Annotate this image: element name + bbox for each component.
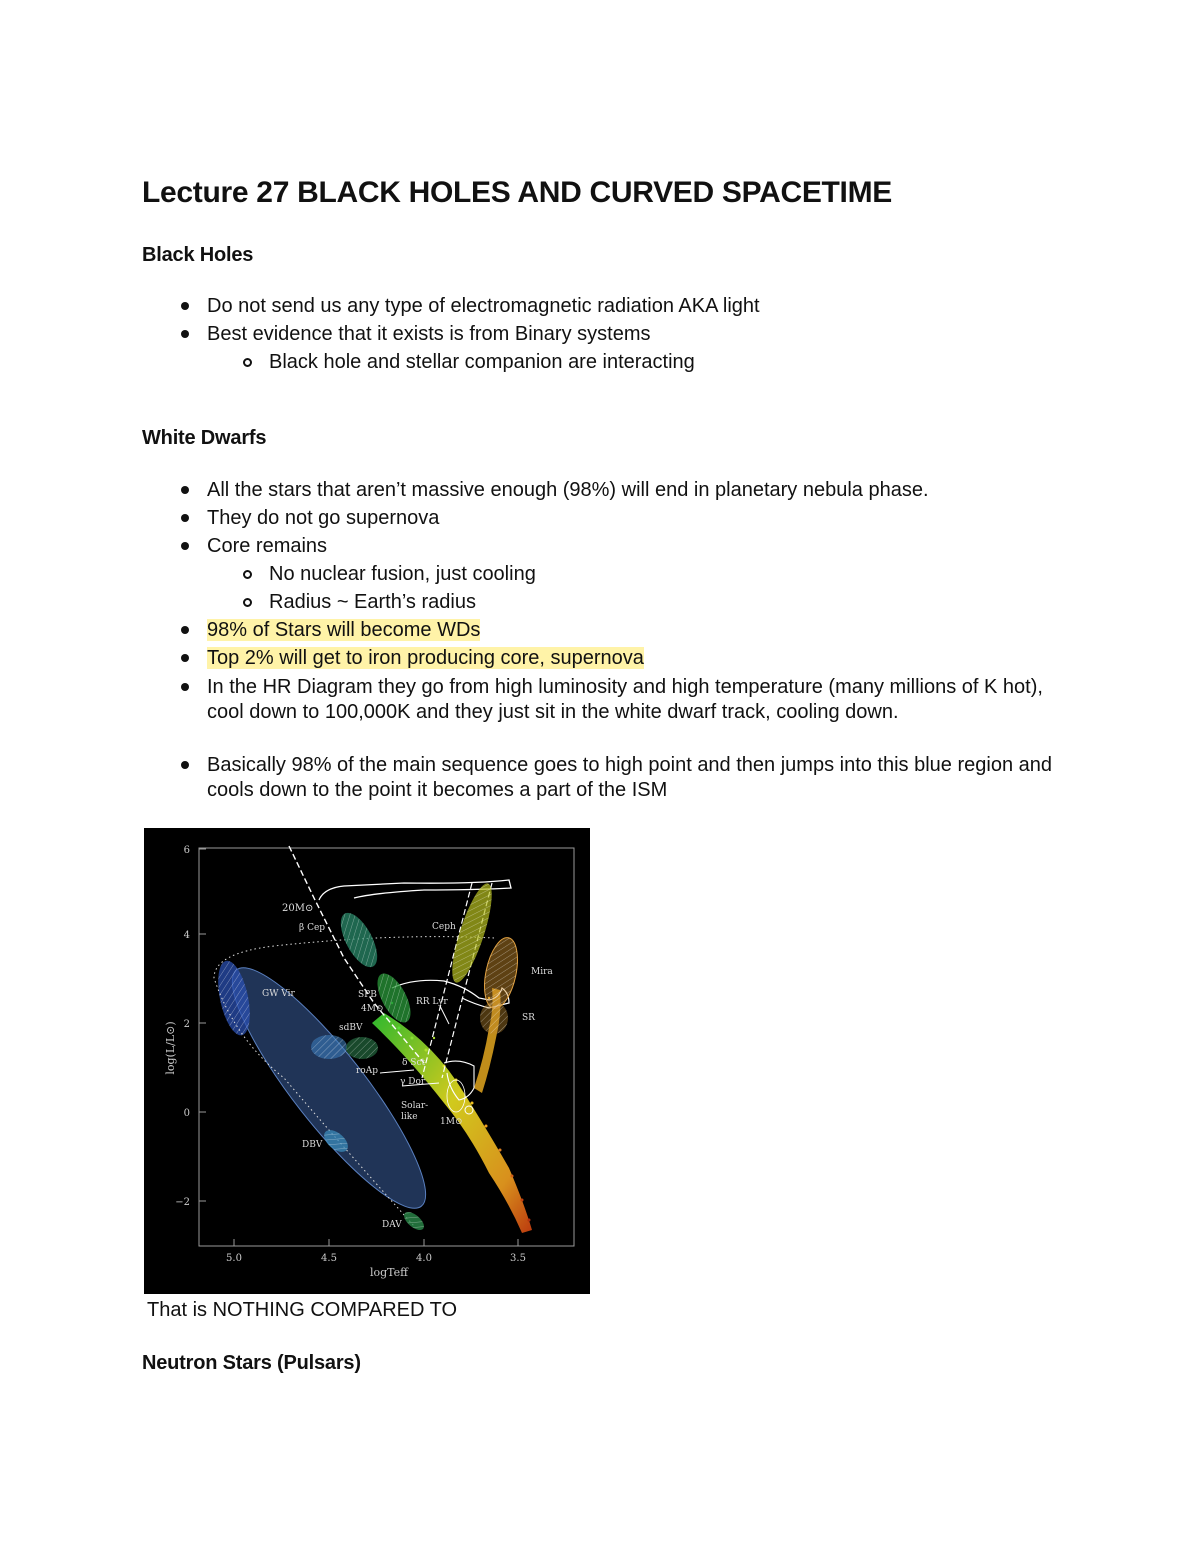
label-solar-like-2: like bbox=[401, 1112, 418, 1122]
bullet-icon bbox=[181, 683, 189, 691]
label-gamma-dor: γ Dor bbox=[400, 1077, 426, 1087]
bullet-icon bbox=[181, 654, 189, 662]
label-beta-cep: β Cep bbox=[299, 923, 326, 933]
bullet-icon bbox=[181, 761, 189, 769]
section-heading-white-dwarfs: White Dwarfs bbox=[142, 427, 267, 449]
x-tick-label: 3.5 bbox=[510, 1253, 526, 1264]
bullet-icon bbox=[181, 330, 189, 338]
y-tick-label: 6 bbox=[183, 845, 190, 856]
y-tick-label: −2 bbox=[175, 1197, 190, 1208]
x-tick-label: 5.0 bbox=[226, 1253, 242, 1264]
sub-list-item: Black hole and stellar companion are interacting bbox=[269, 351, 695, 373]
x-axis-label: logTeff bbox=[370, 1266, 408, 1279]
x-tick-label: 4.5 bbox=[321, 1253, 337, 1264]
bullet-icon bbox=[181, 514, 189, 522]
label-mira: Mira bbox=[531, 967, 553, 977]
label-spb: SPB bbox=[358, 990, 377, 1000]
label-delta-sct: δ Sct bbox=[402, 1058, 426, 1068]
figure-caption: That is NOTHING COMPARED TO bbox=[147, 1299, 458, 1321]
y-tick-label: 2 bbox=[183, 1019, 190, 1030]
sub-list-item: No nuclear fusion, just cooling bbox=[269, 563, 536, 585]
sub-bullet-icon bbox=[243, 570, 252, 579]
list-item: Basically 98% of the main sequence goes to high point and then jumps into this blue region and cools down to the point it becomes a part of the ISM bbox=[207, 754, 1052, 801]
label-sr: SR bbox=[522, 1013, 535, 1023]
list-item-highlighted bbox=[207, 646, 1057, 671]
y-tick-label: 4 bbox=[183, 930, 190, 941]
label-roap: roAp bbox=[356, 1066, 378, 1076]
page-title: Lecture 27 BLACK HOLES AND CURVED SPACETIME bbox=[142, 176, 892, 209]
bullet-icon bbox=[181, 542, 189, 550]
label-4msun: 4M⊙ bbox=[361, 1004, 384, 1014]
label-rr-lyr: RR Lyr bbox=[416, 997, 448, 1007]
list-item: Best evidence that it exists is from Binary systems bbox=[207, 323, 651, 345]
bullet-icon bbox=[181, 302, 189, 310]
list-item: Do not send us any type of electromagnetic radiation AKA light bbox=[207, 295, 760, 317]
highlight-text: Top 2% will get to iron producing core, supernova bbox=[207, 647, 644, 669]
list-item: They do not go supernova bbox=[207, 507, 440, 529]
label-dav: DAV bbox=[382, 1220, 402, 1230]
highlight-text: 98% of Stars will become WDs bbox=[207, 619, 481, 641]
sub-bullet-icon bbox=[243, 598, 252, 607]
x-tick-label: 4.0 bbox=[416, 1253, 432, 1264]
list-item: In the HR Diagram they go from high luminosity and high temperature (many millions of K hot), cool down to 100,000K and they just sit in the white dwarf track, cooling down. bbox=[207, 676, 1043, 723]
sub-bullet-icon bbox=[243, 358, 252, 367]
y-axis-label: log(L/L⊙) bbox=[164, 1021, 177, 1075]
bullet-icon bbox=[181, 626, 189, 634]
label-solar-like: Solar- bbox=[401, 1101, 429, 1111]
list-item-highlighted bbox=[207, 618, 1057, 643]
label-1msun: 1M⊙ bbox=[440, 1117, 463, 1127]
sub-list-item: Radius ~ Earth’s radius bbox=[269, 591, 476, 613]
hr-diagram-figure bbox=[144, 828, 590, 1294]
hr-diagram bbox=[144, 828, 590, 1294]
label-ceph: Ceph bbox=[432, 922, 456, 932]
y-tick-label: 0 bbox=[183, 1108, 190, 1119]
list-item: Core remains bbox=[207, 535, 328, 557]
label-sdbv: sdBV bbox=[339, 1023, 363, 1033]
label-gw-vir: GW Vir bbox=[262, 989, 295, 999]
list-item: All the stars that aren’t massive enough (98%) will end in planetary nebula phase. bbox=[207, 479, 929, 501]
section-heading-neutron-stars: Neutron Stars (Pulsars) bbox=[142, 1352, 361, 1374]
bullet-icon bbox=[181, 486, 189, 494]
label-dbv: DBV bbox=[302, 1140, 323, 1150]
section-heading-black-holes: Black Holes bbox=[142, 244, 254, 266]
label-20msun: 20M⊙ bbox=[282, 903, 314, 914]
